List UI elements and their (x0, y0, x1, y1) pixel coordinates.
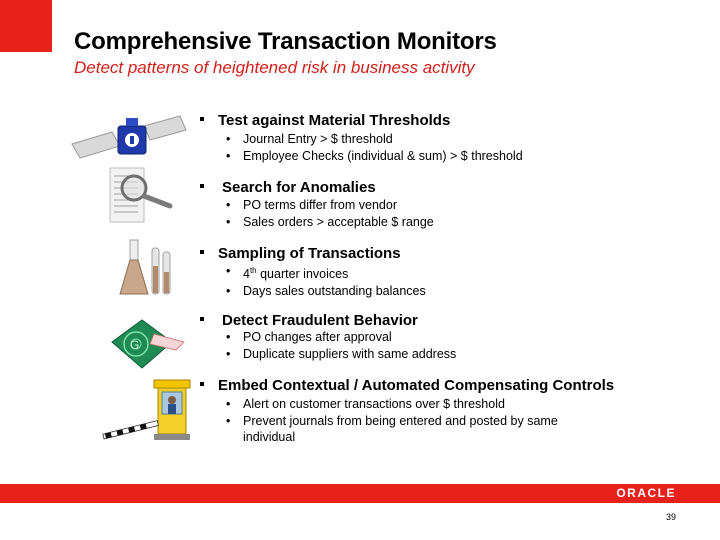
list-item: • PO terms differ from vendor (226, 198, 397, 212)
list-item: • Alert on customer transactions over $ threshold (226, 397, 505, 411)
list-item: • Prevent journals from being entered and posted by same individual (226, 413, 558, 444)
oracle-logo: ORACLE (616, 486, 676, 500)
bullet-square (200, 382, 204, 386)
bullet-heading-label: Test against Material Thresholds (218, 112, 451, 129)
bullet-square (200, 250, 204, 254)
list-item: • PO changes after approval (226, 330, 392, 344)
bullet-heading (200, 377, 614, 394)
bullet-heading (200, 179, 376, 196)
page-title: Comprehensive Transaction Monitors (74, 28, 497, 55)
bullet-heading (200, 112, 450, 129)
list-item: • 4th quarter invoices (226, 264, 349, 282)
bullet-square (200, 117, 204, 121)
list-item: • Employee Checks (individual & sum) > $ threshold (226, 148, 523, 163)
sub-bullet-list (226, 263, 426, 299)
footer-bar (0, 484, 720, 503)
list-item: • Journal Entry > $ threshold (226, 132, 393, 146)
sub-bullet-list (226, 197, 434, 230)
bullet-heading-label: Sampling of Transactions (218, 245, 401, 262)
svg-text:G: G (130, 338, 140, 352)
bullet-heading-label: Search for Anomalies (222, 179, 376, 196)
list-item: • Days sales outstanding balances (226, 283, 426, 298)
bullet-heading-label: Detect Fraudulent Behavior (222, 312, 418, 329)
list-item: • Sales orders > acceptable $ range (226, 214, 434, 229)
bullet-heading-label: Embed Contextual / Automated Compensating Controls (218, 377, 615, 394)
radar-icon (106, 312, 186, 376)
magnifier-icon (106, 162, 176, 228)
sub-bullet-list (226, 329, 456, 362)
bullet-heading (200, 312, 418, 329)
bullet-square (200, 184, 204, 188)
page-subtitle: Detect patterns of heightened risk in business activity (74, 58, 475, 77)
bullet-heading (200, 245, 401, 262)
sub-bullet-list (226, 131, 523, 164)
sub-bullet-list (226, 396, 606, 446)
bullet-square (200, 317, 204, 321)
brand-corner-square (0, 0, 52, 52)
flasks-icon (118, 238, 174, 298)
page-number: 39 (665, 512, 676, 522)
list-item: • Duplicate suppliers with same address (226, 346, 457, 361)
toll-gate-icon (98, 374, 198, 446)
